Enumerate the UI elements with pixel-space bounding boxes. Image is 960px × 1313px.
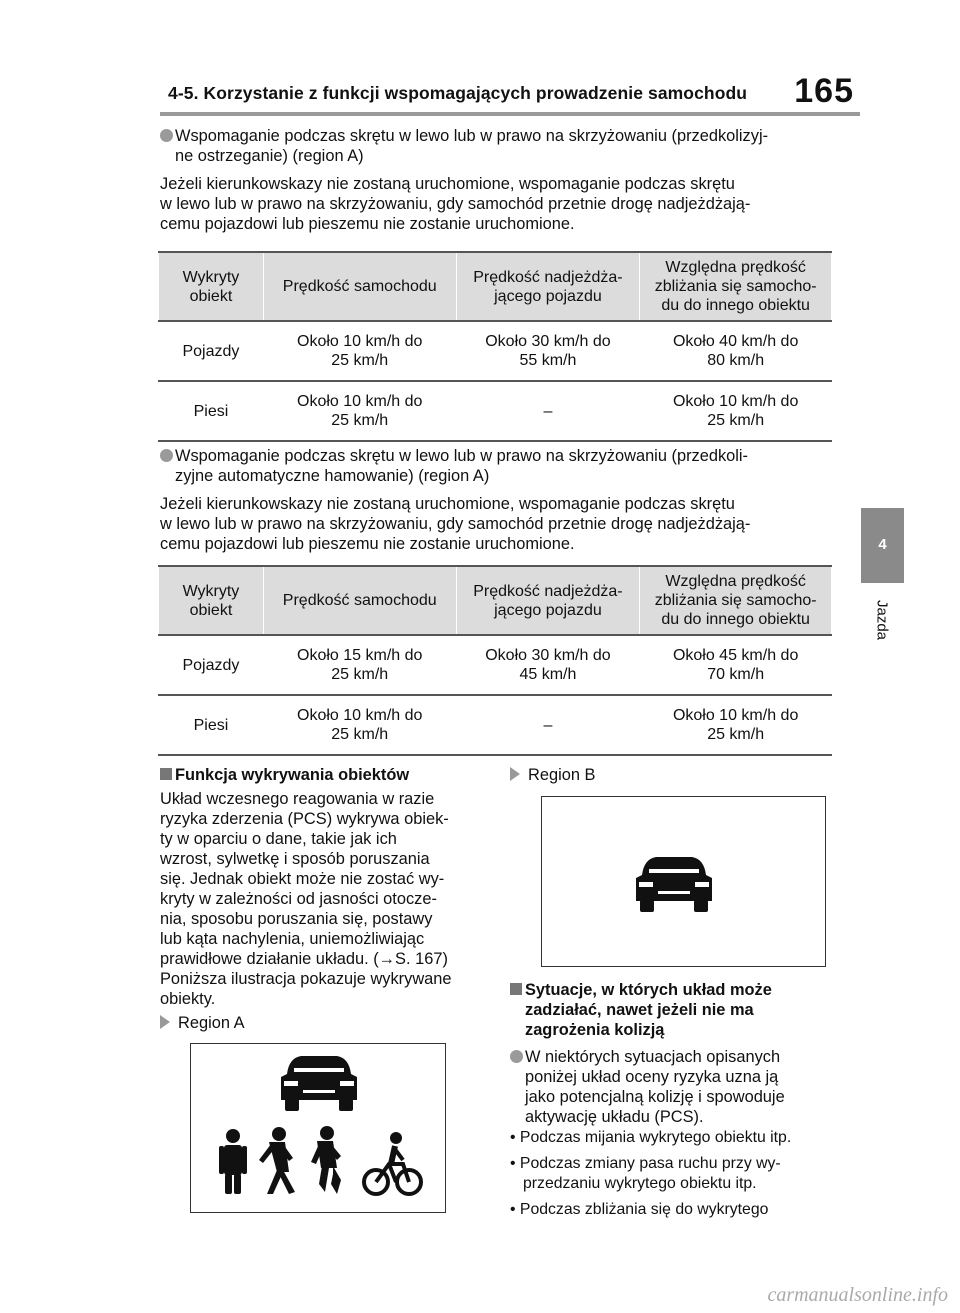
table-cell: [159, 635, 264, 695]
cell-line: Około 15 km/h do: [297, 647, 423, 664]
list-item: [510, 1154, 840, 1194]
bullet-item: [160, 446, 850, 486]
region-a-illustration: [191, 1044, 447, 1214]
bullet-line: zyjne automatyczne hamowanie) (region A): [175, 467, 490, 485]
chapter-tab: [861, 508, 904, 583]
table-header-cell: [263, 566, 456, 635]
table-header-cell: [159, 252, 264, 321]
cell-line: zbliżania się samocho-: [654, 278, 817, 295]
chapter-number: 4: [878, 536, 887, 553]
table-cell: [640, 381, 832, 441]
text-line: aktywację układu (PCS).: [525, 1108, 704, 1126]
cell-line: Prędkość nadjeżdża-: [473, 268, 623, 286]
table-cell: [456, 321, 640, 381]
cell-line: 25 km/h: [331, 352, 389, 369]
section-heading: [160, 765, 409, 785]
table-cell: [456, 695, 640, 755]
pedestrian-running-icon: [311, 1126, 341, 1194]
table-cell: [263, 635, 456, 695]
text-line: prawidłowe działanie układu. (→S. 167): [160, 950, 448, 968]
cell-line: Około 10 km/h do: [297, 393, 423, 410]
table-cell: [159, 381, 264, 441]
cell-line: du do innego obiektu: [661, 297, 810, 314]
text-line: ty w oparciu o dane, takie jak ich: [160, 830, 397, 848]
region-b-text: Region B: [528, 766, 596, 784]
cell-line: Piesi: [193, 402, 229, 420]
cell-line: Względna prędkość: [665, 259, 806, 276]
text-line: W niektórych sytuacjach opisanych: [525, 1048, 781, 1066]
text-line: obiekty.: [160, 990, 216, 1008]
cell-line: du do innego obiektu: [661, 611, 810, 628]
list: [510, 1128, 840, 1226]
cell-line: Około 30 km/h do: [485, 647, 611, 664]
speed-table-1: [158, 251, 832, 442]
table-row: [159, 321, 832, 381]
page-header: [160, 74, 860, 114]
list-item-line: • Podczas zbliżania się do wykrytego: [510, 1201, 769, 1218]
cell-line: –: [543, 402, 553, 420]
table-header-cell: [263, 252, 456, 321]
paragraph: [160, 789, 490, 969]
square-bullet-icon: [510, 983, 522, 995]
watermark: carmanualsonline.info: [767, 1284, 948, 1306]
table-cell: [640, 635, 832, 695]
bullet-item: [510, 1047, 840, 1127]
cell-line: obiekt: [189, 287, 233, 305]
cell-line: Wykryty: [182, 268, 240, 286]
cell-line: 45 km/h: [519, 666, 577, 683]
bullet-dot-icon: [160, 449, 173, 462]
list-item-line: • Podczas mijania wykrytego obiektu itp.: [510, 1129, 792, 1146]
cyclist-icon: [364, 1132, 421, 1194]
region-a-label: [160, 1013, 245, 1033]
bullet-line: ne ostrzeganie) (region A): [175, 147, 364, 165]
table-header-cell: [640, 252, 832, 321]
text-line: Układ wczesnego reagowania w razie: [160, 790, 435, 808]
triangle-bullet-icon: [510, 767, 520, 781]
list-item: [510, 1128, 840, 1148]
table-row: [159, 635, 832, 695]
cell-line: Około 10 km/h do: [672, 707, 799, 724]
cell-line: 25 km/h: [331, 726, 389, 743]
table-header-row: [159, 252, 832, 321]
cell-line: jącego pojazdu: [494, 287, 602, 305]
table-cell: [263, 695, 456, 755]
square-bullet-icon: [160, 768, 172, 780]
text-line: kryty w zależności od jasności otocze-: [160, 890, 437, 908]
bullet-dot-icon: [510, 1050, 523, 1063]
list-item-line: • Podczas zmiany pasa ruchu przy wy-: [510, 1155, 781, 1172]
list-item: [510, 1200, 840, 1220]
list-item-line: przedzaniu wykrytego obiektu itp.: [523, 1175, 757, 1192]
bullet-item: [160, 126, 850, 166]
cell-line: Prędkość nadjeżdża-: [473, 582, 623, 600]
heading-line: Sytuacje, w których układ może: [525, 981, 772, 999]
region-b-label: [510, 765, 595, 785]
text-line: poniżej układ oceny ryzyka uzna ją: [525, 1068, 779, 1086]
cell-line: 25 km/h: [331, 666, 389, 683]
cell-line: Około 10 km/h do: [297, 707, 423, 724]
cell-line: Względna prędkość: [665, 573, 806, 590]
cell-line: Prędkość samochodu: [282, 592, 437, 609]
page-number: 165: [794, 72, 854, 110]
table-header-cell: [456, 252, 640, 321]
table-header-cell: [456, 566, 640, 635]
cell-line: 25 km/h: [707, 412, 765, 429]
cell-line: Pojazdy: [182, 342, 240, 360]
page-title: 4-5. Korzystanie z funkcji wspomagających prowadzenie samochodu: [168, 83, 748, 103]
text-line: nia, sposobu poruszania się, postawy: [160, 910, 433, 928]
cell-line: Wykryty: [182, 582, 240, 600]
table-row: [159, 381, 832, 441]
paragraph-line: cemu pojazdowi lub pieszemu nie zostanie uruchomione.: [160, 535, 575, 553]
heading-line: zadziałać, nawet jeżeli nie ma: [525, 1001, 754, 1019]
table-cell: [159, 695, 264, 755]
cell-line: 70 km/h: [707, 666, 765, 683]
paragraph-line: cemu pojazdowi lub pieszemu nie zostanie uruchomione.: [160, 215, 575, 233]
section-heading: [510, 980, 830, 1040]
table-cell: [456, 381, 640, 441]
cell-line: 55 km/h: [519, 352, 577, 369]
text-line: wzrost, sylwetkę i sposób poruszania: [160, 850, 430, 868]
cell-line: zbliżania się samocho-: [654, 592, 817, 609]
table-cell: [456, 635, 640, 695]
car-front-icon: [636, 857, 712, 912]
table-row: [159, 695, 832, 755]
cell-line: obiekt: [189, 601, 233, 619]
table-header-cell: [640, 566, 832, 635]
triangle-bullet-icon: [160, 1015, 170, 1029]
pedestrian-standing-icon: [219, 1129, 247, 1194]
bullet-line: Wspomaganie podczas skrętu w lewo lub w prawo na skrzyżowaniu (przedkoli-: [175, 447, 749, 465]
table-cell: [263, 321, 456, 381]
text-line: Poniższa ilustracja pokazuje wykrywane: [160, 970, 452, 988]
cell-line: Piesi: [193, 716, 229, 734]
cell-line: 25 km/h: [331, 412, 389, 429]
cell-line: Pojazdy: [182, 656, 240, 674]
cell-line: jącego pojazdu: [494, 601, 602, 619]
table-header-cell: [159, 566, 264, 635]
paragraph: [160, 174, 850, 234]
text-line: jako potencjalną kolizję i spowoduje: [525, 1088, 785, 1106]
cell-line: Prędkość samochodu: [282, 278, 437, 295]
table-cell: [640, 321, 832, 381]
paragraph-line: w lewo lub w prawo na skrzyżowaniu, gdy samochód przetnie drogę nadjeżdżają-: [160, 195, 751, 213]
section-heading-text: Funkcja wykrywania obiektów: [175, 766, 410, 784]
cell-line: 25 km/h: [707, 726, 765, 743]
text-line: ryzyka zderzenia (PCS) wykrywa obiek-: [160, 810, 449, 828]
cell-line: Około 45 km/h do: [672, 647, 799, 664]
table-cell: [263, 381, 456, 441]
figure-region-a: [190, 1043, 446, 1213]
bullet-line: Wspomaganie podczas skrętu w lewo lub w prawo na skrzyżowaniu (przedkolizyj-: [175, 127, 769, 145]
paragraph-line: Jeżeli kierunkowskazy nie zostaną uruchomione, wspomaganie podczas skrętu: [160, 175, 735, 193]
paragraph-line: w lewo lub w prawo na skrzyżowaniu, gdy samochód przetnie drogę nadjeżdżają-: [160, 515, 751, 533]
pedestrian-walking-icon: [259, 1127, 295, 1194]
text-line: się. Jednak obiekt może nie zostać wy-: [160, 870, 445, 888]
speed-table-2: [158, 565, 832, 756]
cell-line: Około 40 km/h do: [672, 333, 799, 350]
header-rule: [160, 112, 860, 116]
figure-region-b: [541, 796, 826, 967]
heading-line: zagrożenia kolizją: [525, 1021, 665, 1039]
table-cell: [640, 695, 832, 755]
table-cell: [159, 321, 264, 381]
car-front-icon: [281, 1056, 357, 1111]
bullet-dot-icon: [160, 129, 173, 142]
chapter-label: [870, 590, 894, 650]
paragraph: [160, 494, 850, 554]
cell-line: Około 30 km/h do: [485, 333, 611, 350]
cell-line: –: [543, 716, 553, 734]
cell-line: 80 km/h: [707, 352, 765, 369]
paragraph: [160, 969, 490, 1009]
chapter-label-text: Jazda: [873, 599, 891, 641]
paragraph-line: Jeżeli kierunkowskazy nie zostaną uruchomione, wspomaganie podczas skrętu: [160, 495, 735, 513]
cell-line: Około 10 km/h do: [672, 393, 799, 410]
text-line: lub kąta nachylenia, uniemożliwiając: [160, 930, 425, 948]
region-b-illustration: [542, 797, 827, 968]
cell-line: Około 10 km/h do: [297, 333, 423, 350]
table-header-row: [159, 566, 832, 635]
region-a-text: Region A: [178, 1014, 245, 1032]
